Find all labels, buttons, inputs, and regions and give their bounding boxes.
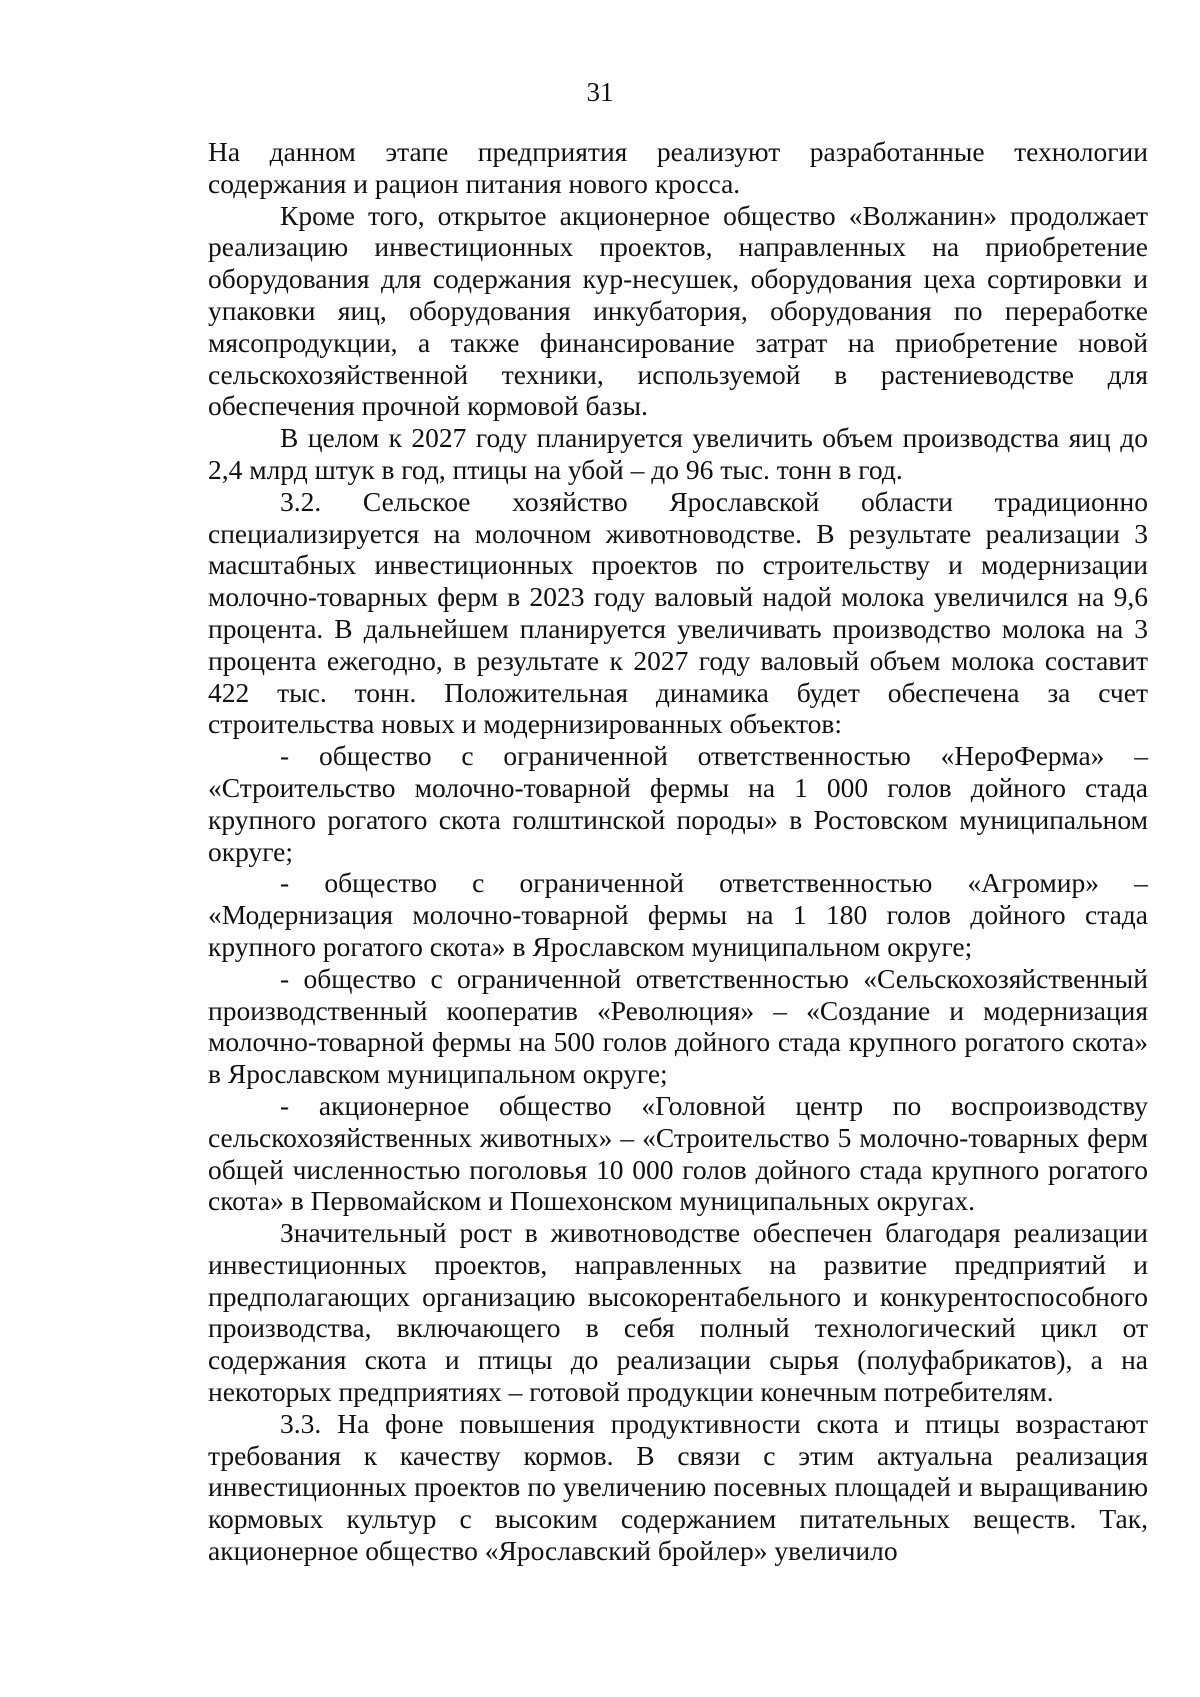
document-body	[208, 136, 1148, 1567]
paragraph-egg-production-plan: В целом к 2027 году планируется увеличить объем производства яиц до 2,4 млрд штук в год, птицы на убой – до 96 тыс. тонн в год.	[208, 422, 1148, 485]
list-item-revolyutsiya: - общество с ограниченной ответственностью «Сельскохозяйственный производственный кооператив «Революция» – «Создание и модернизация молочно-товарной фермы на 500 голов дойного стада крупного рогатого скота» в Ярославском муниципальном округе;	[208, 962, 1148, 1090]
list-item-agromir: - общество с ограниченной ответственностью «Агромир» – «Модернизация молочно-товарной фермы на 1 180 голов дойного стада крупного рогатого скота» в Ярославском муниципальном округе;	[208, 867, 1148, 962]
paragraph-livestock-growth: Значительный рост в животноводстве обеспечен благодаря реализации инвестиционных проектов, направленных на развитие предприятий и предполагающих организацию высокорентабельного и конкурентоспособного производства, включающего в себя полный технологический цикл от содержания скота и птицы до реализации сырья (полуфабрикатов), а на некоторых предприятиях – готовой продукции конечным потребителям.	[208, 1217, 1148, 1408]
page-number: 31	[586, 77, 614, 107]
paragraph-section-3-2: 3.2. Сельское хозяйство Ярославской области традиционно специализируется на молочном животноводстве. В результате реализации 3 масштабных инвестиционных проектов по строительству и модернизации молочно-товарных ферм в 2023 году валовый надой молока увеличился на 9,6 процента. В дальнейшем планируется увеличивать производство молока на 3 процента ежегодно, в результате к 2027 году валовый объем молока составит 422 тыс. тонн. Положительная динамика будет обеспечена за счет строительства новых и модернизированных объектов:	[208, 485, 1148, 740]
paragraph-intro-continuation: На данном этапе предприятия реализуют разработанные технологии содержания и рацион питания нового кросса.	[208, 136, 1148, 199]
paragraph-volzhanin-projects: Кроме того, открытое акционерное общество «Волжанин» продолжает реализацию инвестиционных проектов, направленных на приобретение оборудования для содержания кур-несушек, оборудования цеха сортировки и упаковки яиц, оборудования инкубатория, оборудования по переработке мясопродукции, а также финансирование затрат на приобретение новой сельскохозяйственной техники, используемой в растениеводстве для обеспечения прочной кормовой базы.	[208, 199, 1148, 422]
paragraph-section-3-3: 3.3. На фоне повышения продуктивности скота и птицы возрастают требования к качеству кормов. В связи с этим актуальна реализация инвестиционных проектов по увеличению посевных площадей и выращиванию кормовых культур с высоким содержанием питательных веществ. Так, акционерное общество «Ярославский бройлер» увеличило	[208, 1407, 1148, 1567]
list-item-golovnoy-tsentr: - акционерное общество «Головной центр по воспроизводству сельскохозяйственных животных» – «Строительство 5 молочно-товарных ферм общей численностью поголовья 10 000 голов дойного стада крупного рогатого скота» в Первомайском и Пошехонском муниципальных округах.	[208, 1089, 1148, 1217]
list-item-neroferma: - общество с ограниченной ответственностью «НероФерма» – «Строительство молочно-товарной фермы на 1 000 голов дойного стада крупного рогатого скота голштинской породы» в Ростовском муниципальном округе;	[208, 740, 1148, 867]
